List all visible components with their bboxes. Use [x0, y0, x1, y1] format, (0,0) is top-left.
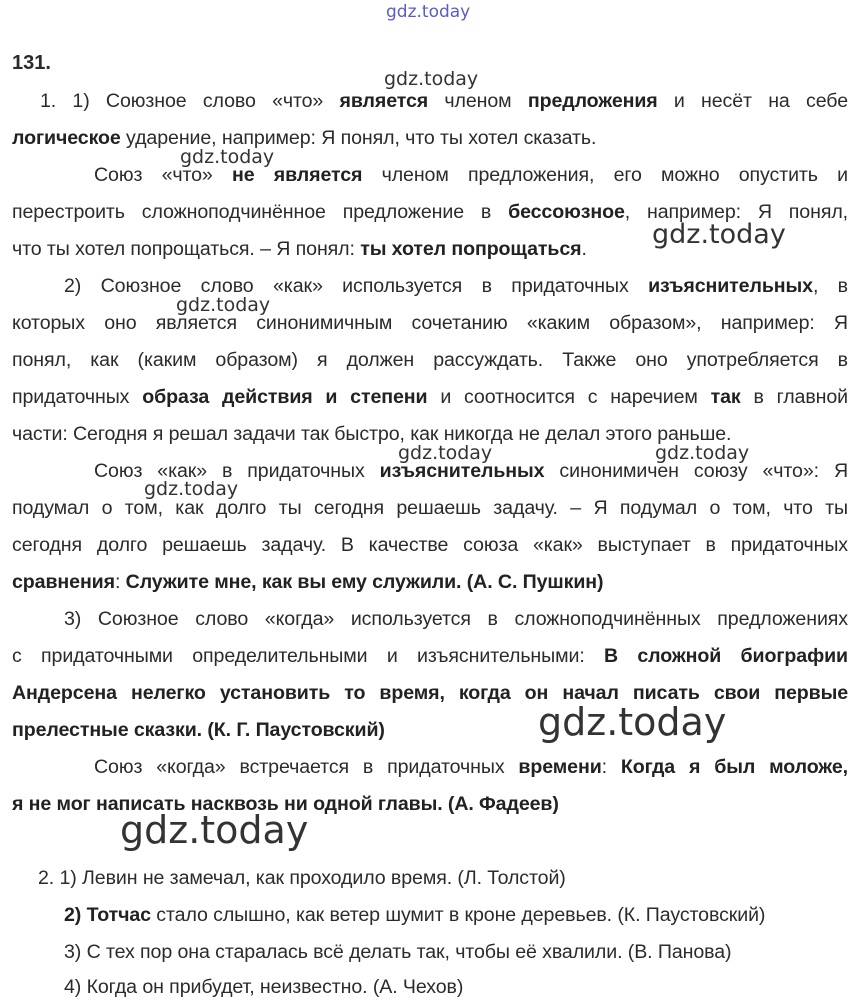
text-line: которых оно является синонимичным сочетанию «каким образом», например: Я [12, 312, 848, 334]
text-line: Андерсена нелегко установить то время, когда он начал писать свои первые [12, 682, 848, 704]
watermark-top: gdz.today [386, 2, 471, 22]
text-line: 2) Тотчас стало слышно, как ветер шумит в кроне деревьев. (К. Паустовский) [64, 904, 766, 926]
watermark: gdz.today [180, 146, 275, 168]
text-line: придаточных образа действия и степени и соотносится с наречием так в главной [12, 386, 849, 408]
text-line: 2) Союзное слово «как» используется в придаточных изъяснительных, в [64, 275, 848, 297]
watermark: gdz.today [652, 219, 786, 250]
text-line: прелестные сказки. (К. Г. Паустовский) [12, 719, 385, 741]
text-line: Союз «что» не является членом предложения, его можно опустить и [94, 164, 849, 186]
watermark: gdz.today [655, 442, 750, 464]
text-line: Союз «как» в придаточных изъяснительных синонимичен союзу «что»: Я [94, 460, 848, 482]
text-line: понял, как (каким образом) я должен рассуждать. Также оно употребляется в [12, 349, 848, 371]
text-line: сравнения: Служите мне, как вы ему служили. (А. С. Пушкин) [12, 571, 604, 593]
text-line: логическое ударение, например: Я понял, что ты хотел сказать. [12, 127, 597, 149]
text-line: подумал о том, как долго ты сегодня решаешь задачу. – Я подумал о том, что ты [12, 497, 848, 519]
text-line: сегодня долго решаешь задачу. В качестве союза «как» выступает в придаточных [12, 534, 848, 556]
watermark: gdz.today [384, 68, 479, 90]
watermark: gdz.today [398, 442, 493, 464]
watermark: gdz.today [120, 808, 309, 852]
text-line: перестроить сложноподчинённое предложение в бессоюзное, например: Я понял, [12, 201, 848, 223]
watermark: gdz.today [538, 700, 727, 744]
text-line: 1. 1) Союзное слово «что» является членом предложения и несёт на себе [40, 90, 848, 112]
task-number: 131. [12, 52, 51, 74]
text-line: что ты хотел попрощаться. – Я понял: ты хотел попрощаться. [12, 238, 587, 260]
text-line: части: Сегодня я решал задачи так быстро, как никогда не делал этого раньше. [12, 423, 732, 445]
text-line: 3) Союзное слово «когда» используется в сложноподчинённых предложениях [64, 608, 848, 630]
watermark: gdz.today [176, 294, 271, 316]
text-line: я не мог написать насквозь ни одной главы. (А. Фадеев) [12, 793, 559, 815]
text-line: Союз «когда» встречается в придаточных времени: Когда я был моложе, [94, 756, 848, 778]
text-line: с придаточными определительными и изъяснительными: В сложной биографии [12, 645, 849, 667]
watermark: gdz.today [144, 478, 239, 500]
text-line: 2. 1) Левин не замечал, как проходило время. (Л. Толстой) [38, 867, 566, 889]
text-line: 4) Когда он прибудет, неизвестно. (А. Чехов) [64, 976, 464, 998]
text-line: 3) С тех пор она старалась всё делать так, чтобы её хвалили. (В. Панова) [64, 941, 732, 963]
